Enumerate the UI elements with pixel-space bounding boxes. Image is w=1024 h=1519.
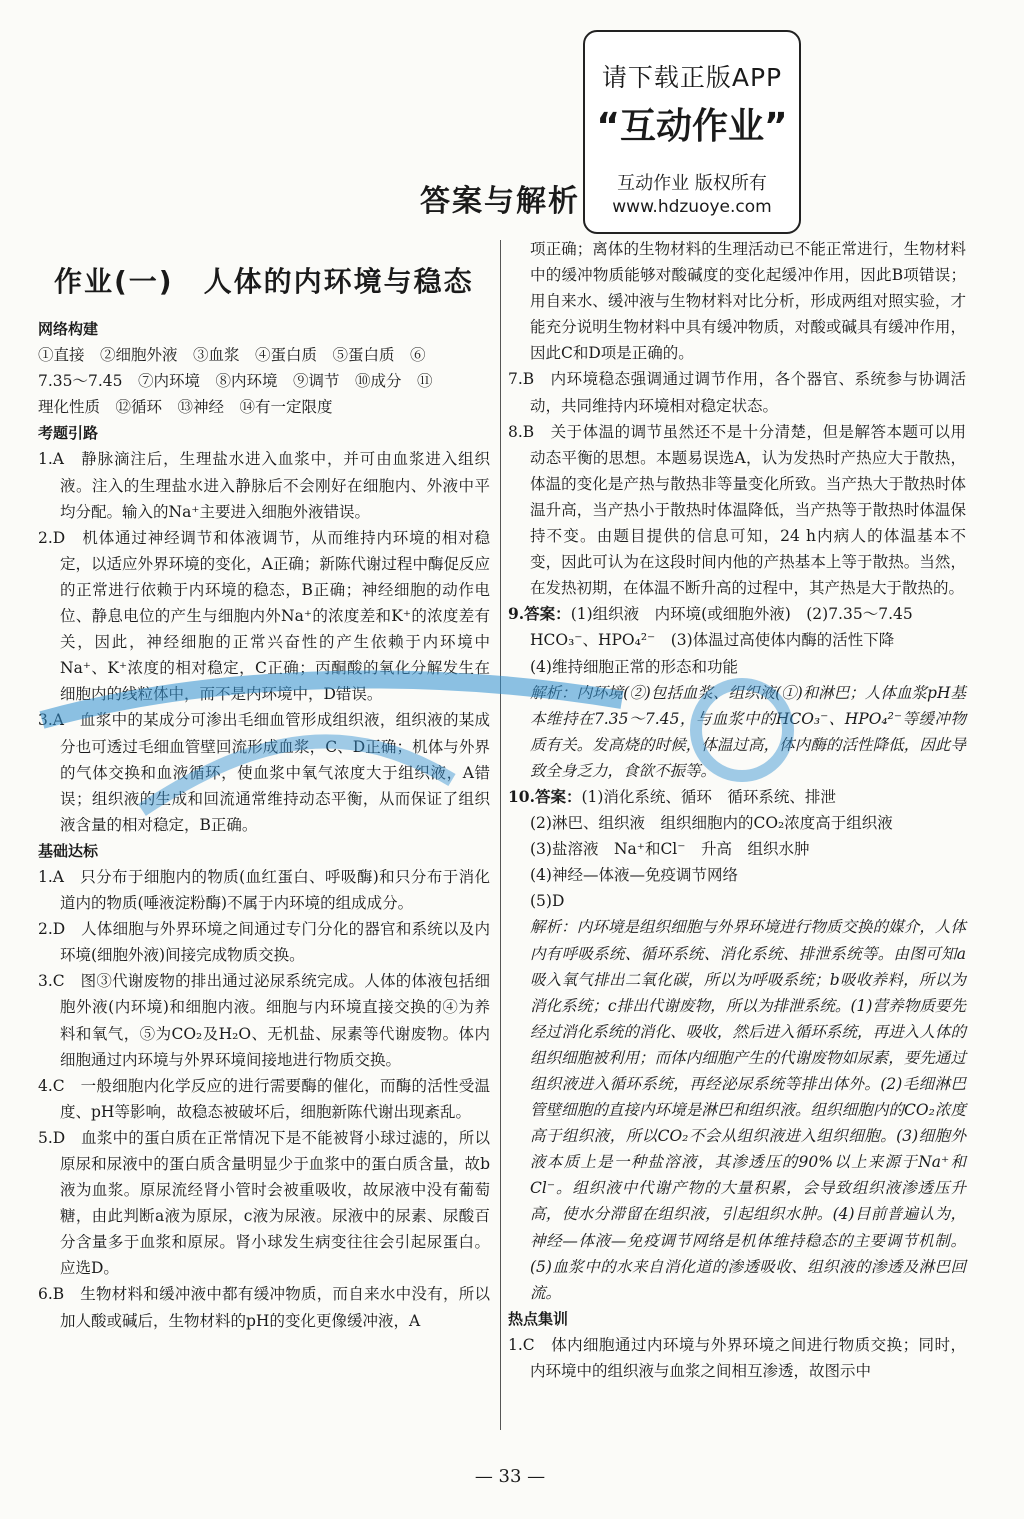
stamp-line-2: “互动作业”	[596, 106, 788, 147]
answer-item-10	[508, 784, 966, 810]
page-title: 答案与解析	[420, 184, 580, 219]
copyright-stamp	[583, 30, 801, 234]
answer-item: 4.C 一般细胞内化学反应的进行需要酶的催化，而酶的活性受温度、pH等影响，故稳态被破坏后，细胞新陈代谢出现紊乱。	[38, 1076, 490, 1121]
answer-item: 1.C 体内细胞通过内环境与外界环境之间进行物质交换；同时，内环境中的组织液与血浆之间相互渗透，故图示中	[508, 1335, 966, 1381]
answer-item: 1.A 只分布于细胞内的物质(血红蛋白、呼吸酶)和只分布于消化道内的物质(唾液淀粉酶)不属于内环境的组成成分。	[38, 867, 490, 913]
answer-part: (2)淋巴、组织液 组织细胞内的CO₂浓度高于组织液	[530, 814, 893, 833]
answer-item: 8.B 关于体温的调节虽然还不是十分清楚，但是解答本题可以用动态平衡的思想。本题易误选A，认为发热时产热应大于散热，体温的变化是产热与散热非等量变化所致。当产热大于散热时体温升高，当产热小于散热时体温降低，当产热等于散热时体温保持不变。由题目提供的信息可知，24 h内病人的体温基本不变，因此可认为在这段时间内他的产热基本上等于散热。当然，在发热初期，在体温不断升高的过程中，其产热是大于散热的。	[508, 422, 966, 598]
answer-part: (1)组织液 内环境(或细胞外液) (2)7.35～7.45	[570, 605, 913, 624]
answer-item: 3.A 血浆中的某成分可渗出毛细血管形成组织液，组织液的某成分也可透过毛细血管壁回流形成血浆，C、D正确；机体与外界的气体交换和血液循环，使血浆中氧气浓度大于组织液，A错误；组织液的生成和回流通常维持动态平衡，从而保证了组织液含量的相对稳定，B正确。	[38, 711, 490, 834]
answer-item: 2.D 人体细胞与外界环境之间通过专门分化的器官和系统以及内环境(细胞外液)间接完成物质交换。	[38, 920, 490, 965]
answer-part: (1)消化系统、循环 循环系统、排泄	[581, 787, 836, 806]
network-line: 7.35～7.45 ⑦内环境 ⑧内环境 ⑨调节 ⑩成分 ⑪	[38, 372, 433, 391]
heading-hot: 热点集训	[508, 1309, 569, 1328]
answer-item: 6.B 生物材料和缓冲液中都有缓冲物质，而自来水中没有，所以加人酸或碱后，生物材料的pH的变化更像缓冲液，A	[38, 1285, 490, 1330]
answer-item: 7.B 内环境稳态强调通过调节作用，各个器官、系统参与协调活动，共同维持内环境相对稳定状态。	[508, 370, 966, 415]
answer-part: (4)神经—体液—免疫调节网络	[530, 866, 738, 885]
answer-item-continued: 项正确；离体的生物材料的生理活动已不能正常进行，生物材料中的缓冲物质能够对酸碱度的变化起缓冲作用，因此B项错误；用自来水、缓冲液与生物材料对比分析，形成两组对照实验，才能充分说明生物材料中具有缓冲物质，对酸或碱具有缓冲作用，因此C和D项是正确的。	[530, 240, 966, 363]
answer-item-9	[508, 601, 966, 627]
right-column	[508, 236, 966, 1384]
heading-basic: 基础达标	[38, 841, 99, 860]
answer-part: HCO₃⁻、HPO₄²⁻ (3)体温过高使体内酶的活性下降	[530, 631, 895, 650]
stamp-url: www.hdzuoye.com	[612, 197, 772, 217]
heading-guide: 考题引路	[38, 424, 99, 443]
answer-item: 1.A 静脉滴注后，生理盐水进入血浆中，并可由血浆进入组织液。注入的生理盐水进入静脉后不会刚好在细胞内、外液中平均分配。输入的Na⁺主要进入细胞外液错误。	[38, 450, 490, 521]
answer-part: (3)盐溶液 Na⁺和Cl⁻ 升高 组织水肿	[530, 840, 810, 859]
answer-label: 10.答案：	[508, 786, 582, 806]
page-number: — 33 —	[474, 1466, 546, 1487]
explanation: 解析：内环境是组织细胞与外界环境进行物质交换的媒介，人体内有呼吸系统、循环系统、消化系统、排泄系统等。由图可知a吸入氧气排出二氧化碳，所以为呼吸系统；b吸收养料，所以为消化系统；c排出代谢废物，所以为排泄系统。(1)营养物质要先经过消化系统的消化、吸收，然后进入循环系统，再进入人体的组织细胞被利用；而体内细胞产生的代谢废物如尿素，要先通过组织液进入循环系统，再经泌尿系统等排出体外。(2)毛细淋巴管壁细胞的直接内环境是淋巴和组织液。组织细胞内的CO₂浓度高于组织液，所以CO₂不会从组织液进入组织细胞。(3)细胞外液本质上是一种盐溶液，其渗透压的90%以上来源于Na⁺和Cl⁻。组织液中代谢产物的大量积累，会导致组织液渗透压升高，使水分滞留在组织液，引起组织水肿。(4)目前普遍认为，神经—体液—免疫调节网络是机体维持稳态的主要调节机制。(5)血浆中的水来自消化道的渗透吸收、组织液的渗透及淋巴回流。	[530, 918, 966, 1302]
answer-part: (4)维持细胞正常的形态和功能	[530, 657, 738, 676]
stamp-line-1: 请下载正版APP	[601, 63, 783, 92]
left-column	[38, 262, 490, 1334]
answer-item: 2.D 机体通过神经调节和体液调节，从而维持内环境的相对稳定，以适应外界环境的变化，A正确；新陈代谢过程中酶促反应的正常进行依赖于内环境的稳态，B正确；神经细胞的动作电位、静息电位的产生与细胞内外Na⁺的浓度差和K⁺的浓度差有关，因此，神经细胞的正常兴奋性的产生依赖于内环境中Na⁺、K⁺浓度的相对稳定，C正确；丙酮酸的氧化分解发生在细胞内的线粒体中，而不是内环境中，D错误。	[38, 528, 490, 704]
column-divider	[500, 240, 501, 1430]
answer-part: (5)D	[530, 892, 565, 911]
heading-network: 网络构建	[38, 320, 99, 338]
answer-item: 5.D 血浆中的蛋白质在正常情况下是不能被肾小球过滤的，所以原尿和尿液中的蛋白质含量明显少于血浆中的蛋白质含量，故b液为血浆。原尿流经肾小管时会被重吸收，故尿液中没有葡萄糖，由此判断a液为原尿，c液为尿液。尿液中的尿素、尿酸百分含量多于血浆和原尿。肾小球发生病变往往会引起尿蛋白。应选D。	[38, 1128, 490, 1278]
network-line: ①直接 ②细胞外液 ③血浆 ④蛋白质 ⑤蛋白质 ⑥	[38, 346, 426, 365]
section-title: 作业(一) 人体的内环境与稳态	[54, 265, 474, 298]
answer-label: 9.答案：	[508, 604, 571, 624]
network-line: 理化性质 ⑫循环 ⑬神经 ⑭有一定限度	[38, 398, 333, 417]
answer-item: 3.C 图③代谢废物的排出通过泌尿系统完成。人体的体液包括细胞外液(内环境)和细胞内液。细胞与内环境直接交换的④为养料和氧气，⑤为CO₂及H₂O、无机盐、尿素等代谢废物。体内细胞通过内环境与外界环境间接地进行物质交换。	[38, 972, 490, 1069]
explanation: 解析：内环境(②)包括血浆、组织液(①)和淋巴；人体血浆pH基本维持在7.35～7.45，与血浆中的HCO₃⁻、HPO₄²⁻等缓冲物质有关。发高烧的时候，体温过高，体内酶的活性降低，因此导致全身乏力，食欲不振等。	[530, 683, 966, 780]
stamp-line-3: 互动作业 版权所有	[617, 173, 767, 194]
